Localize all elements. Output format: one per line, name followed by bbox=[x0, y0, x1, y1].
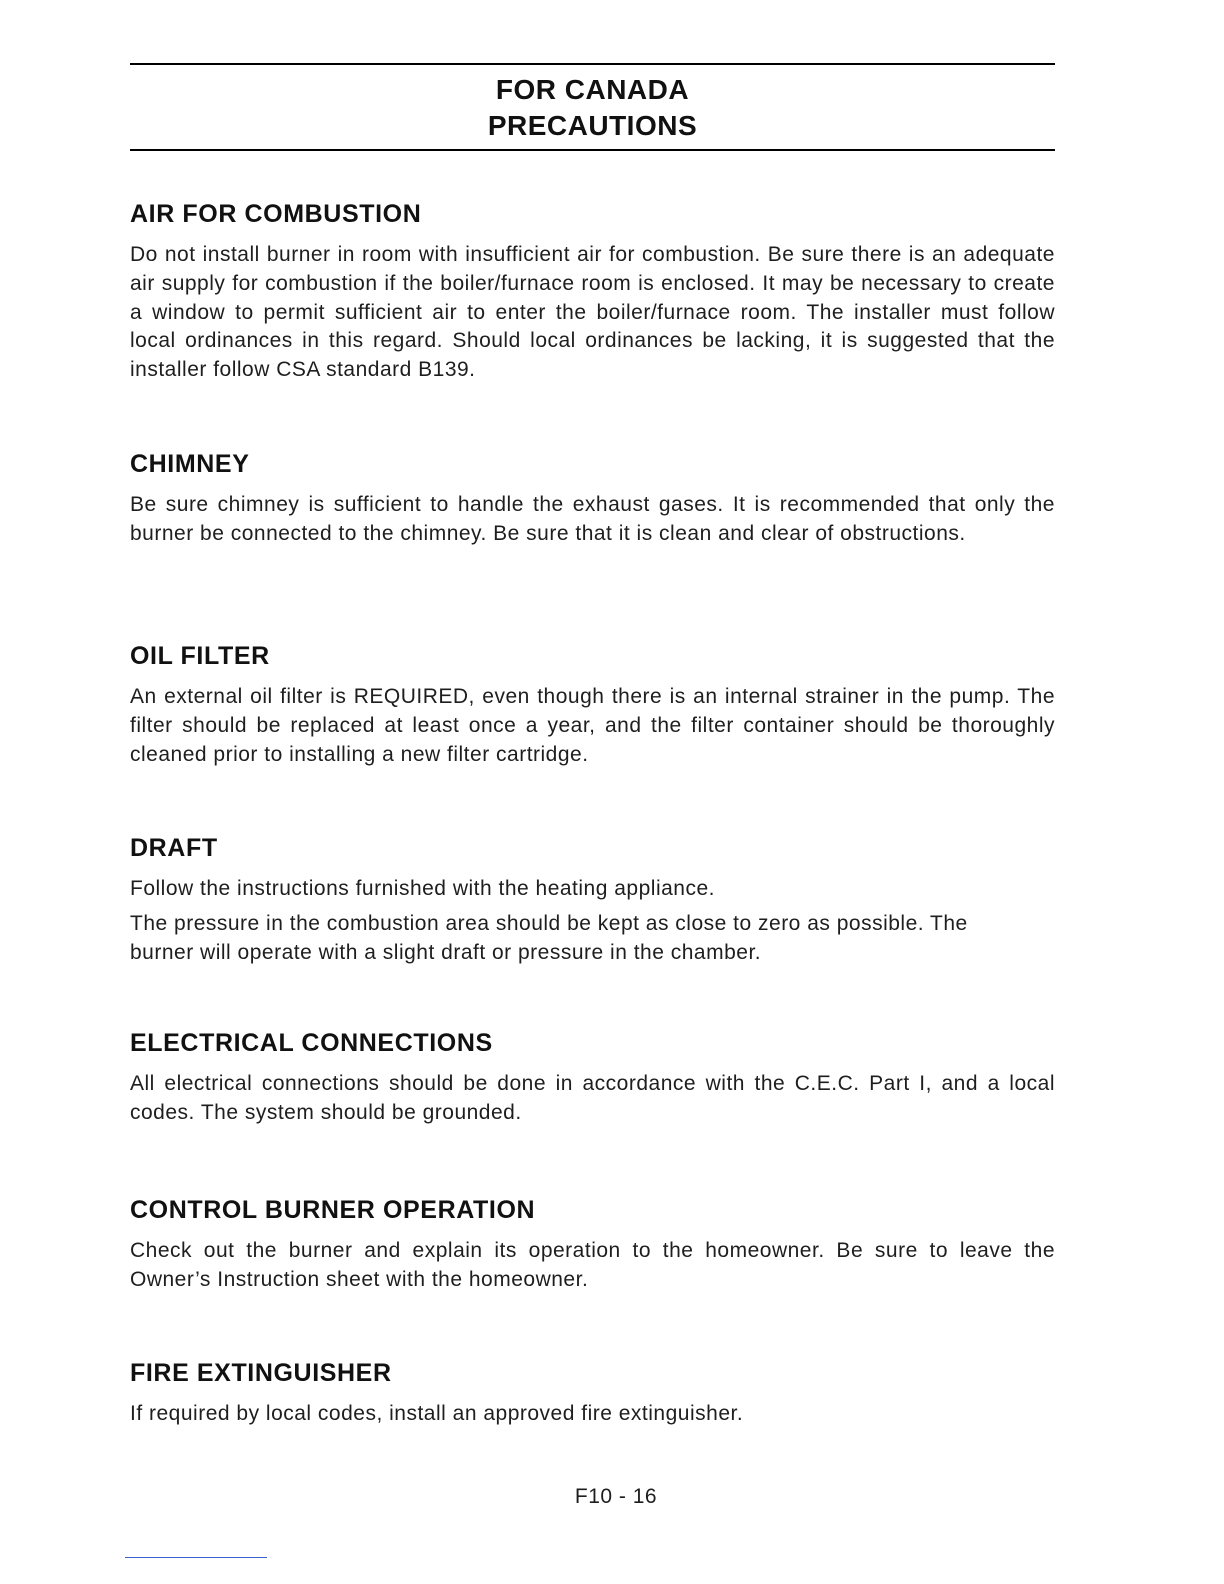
section-fire-extinguisher bbox=[130, 1358, 1055, 1429]
section-electrical-connections bbox=[130, 1028, 1055, 1128]
section-heading: ELECTRICAL CONNECTIONS bbox=[130, 1029, 493, 1057]
footer-divider bbox=[125, 1557, 267, 1558]
section-body-line: The pressure in the combustion area should be kept as close to zero as possible. The burner will operate with a slight draft or pressure in the chamber. bbox=[130, 911, 968, 964]
section-heading: DRAFT bbox=[130, 834, 218, 862]
section-air-for-combustion bbox=[130, 199, 1055, 385]
section-body: Be sure chimney is sufficient to handle the exhaust gases. It is recommended that only the burner be connected to the chimney. Be sure that it is clean and clear of obstructions. bbox=[130, 493, 1055, 545]
section-heading: AIR FOR COMBUSTION bbox=[130, 200, 422, 228]
section-body: An external oil filter is REQUIRED, even though there is an internal strainer in the pump. The filter should be replaced at least once a year, and the filter container should be thoroughly cleaned prior to installing a new filter cartridge. bbox=[130, 685, 1055, 766]
page-title-block bbox=[130, 63, 1055, 151]
section-heading: OIL FILTER bbox=[130, 642, 270, 670]
section-body: All electrical connections should be done in accordance with the C.E.C. Part I, and a local codes. The system should be grounded. bbox=[130, 1072, 1055, 1124]
section-heading: CHIMNEY bbox=[130, 450, 250, 478]
page-number: F10 - 16 bbox=[574, 1485, 658, 1508]
section-body: Do not install burner in room with insufficient air for combustion. Be sure there is an adequate air supply for combustion if the boiler/furnace room is enclosed. It may be necessary to create a window to permit sufficient air to enter the boiler/furnace room. The installer must follow local ordinances in this regard. Should local ordinances be lacking, it is suggested that the installer follow CSA standard B139. bbox=[130, 243, 1055, 382]
section-body: If required by local codes, install an approved fire extinguisher. bbox=[130, 1402, 744, 1425]
section-body-line: Follow the instructions furnished with the heating appliance. bbox=[130, 877, 715, 900]
section-body: Check out the burner and explain its operation to the homeowner. Be sure to leave the Owner’s Instruction sheet with the homeowner. bbox=[130, 1239, 1055, 1291]
section-draft bbox=[130, 833, 1055, 967]
section-oil-filter bbox=[130, 641, 1055, 769]
page-title-line-2: PRECAUTIONS bbox=[487, 110, 698, 141]
section-control-burner-operation bbox=[130, 1195, 1055, 1295]
page-title-line-1: FOR CANADA bbox=[495, 74, 690, 105]
section-chimney bbox=[130, 449, 1055, 549]
section-heading: FIRE EXTINGUISHER bbox=[130, 1359, 392, 1387]
section-heading: CONTROL BURNER OPERATION bbox=[130, 1196, 536, 1224]
